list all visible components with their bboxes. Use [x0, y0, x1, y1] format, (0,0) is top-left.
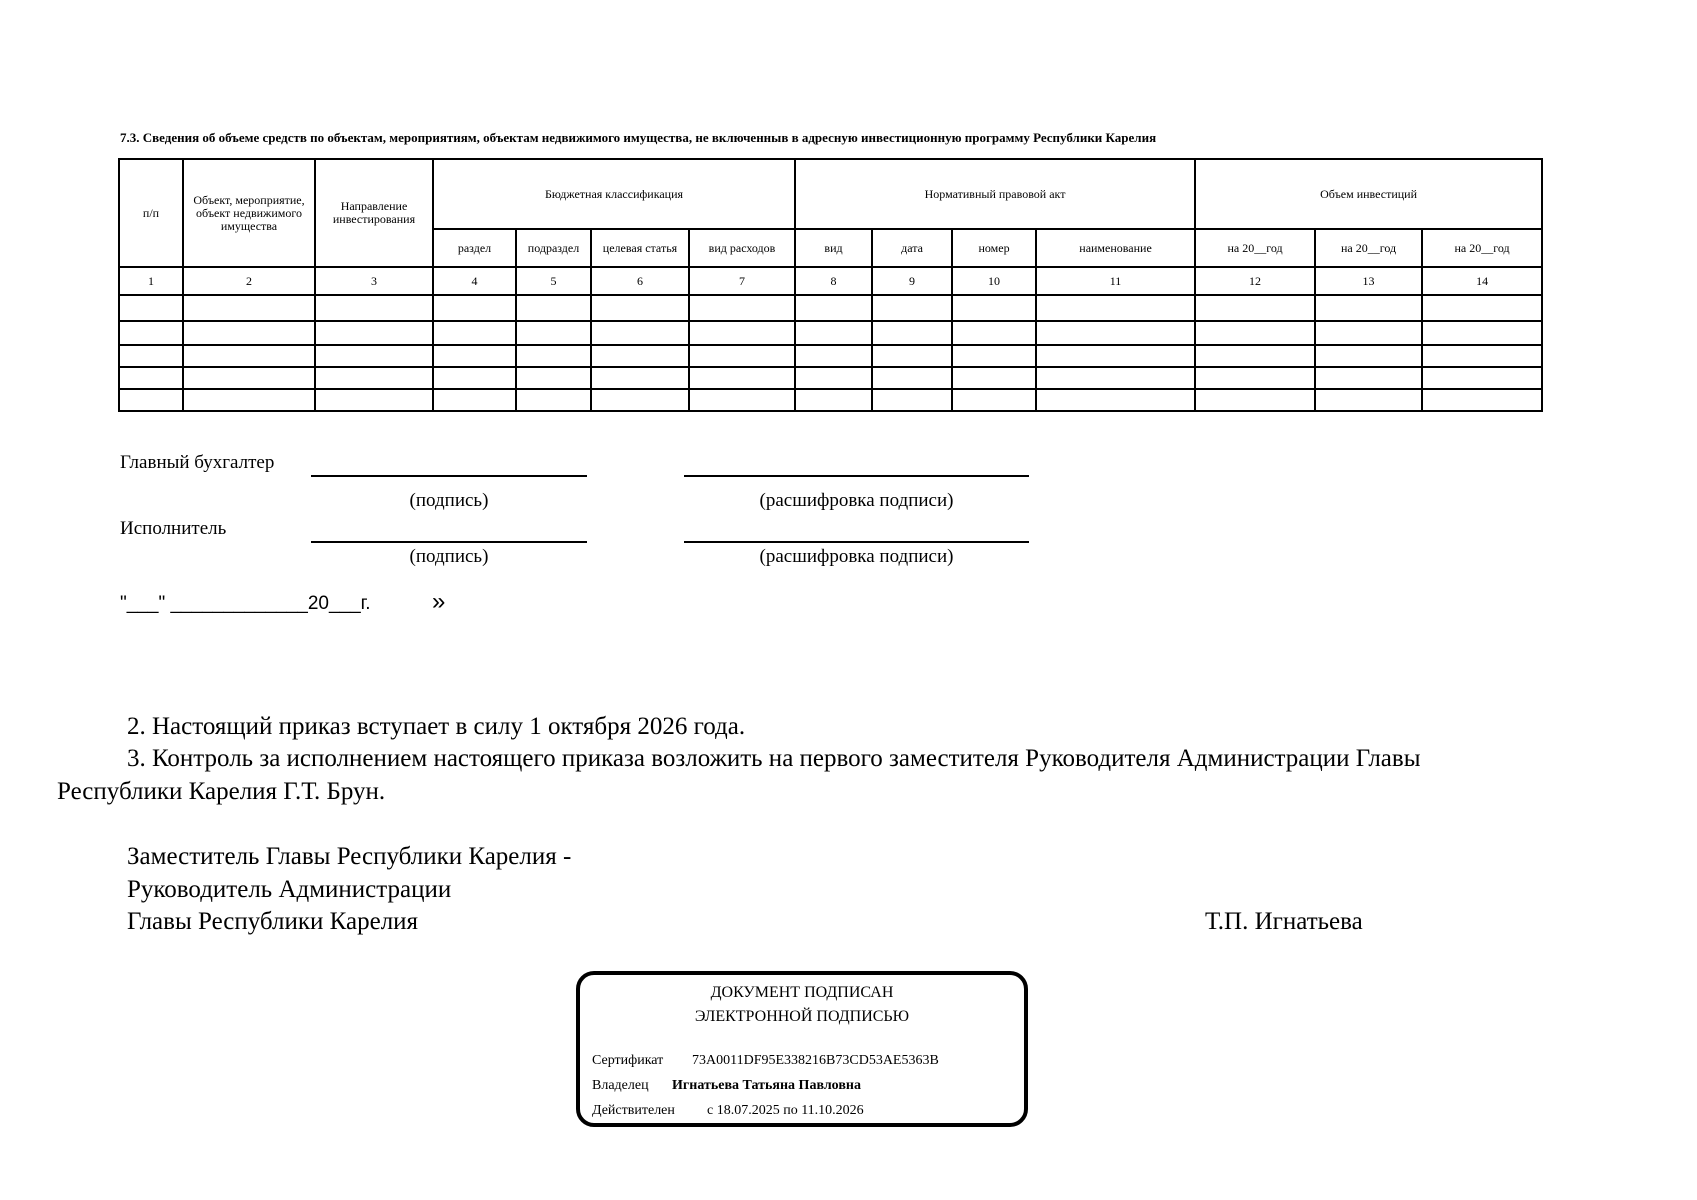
table-row — [119, 345, 1542, 367]
subheader-act-number: номер — [952, 229, 1036, 267]
subheader-act-name: наименование — [1036, 229, 1195, 267]
stamp-certificate-row — [592, 1053, 939, 1069]
signer-position-line-3: Главы Республики Карелия — [127, 908, 419, 935]
subheader-expense-type: вид расходов — [689, 229, 795, 267]
table-row — [119, 367, 1542, 389]
stamp-certificate-value: 73A0011DF95E338216B73CD53AE5363B — [692, 1053, 939, 1068]
col-number: 9 — [872, 267, 952, 295]
chief-accountant-label: Главный бухгалтер — [120, 452, 275, 473]
signer-name: Т.П. Игнатьева — [1205, 908, 1363, 935]
decoding-caption: (расшифровка подписи) — [759, 546, 954, 567]
col-number: 6 — [591, 267, 689, 295]
stamp-owner-label: Владелец — [592, 1078, 649, 1093]
header-row-top — [119, 159, 1542, 229]
electronic-signature-stamp — [576, 971, 1028, 1127]
subheader-target-article: целевая статья — [591, 229, 689, 267]
subheader-act-type: вид — [795, 229, 872, 267]
col-number: 11 — [1036, 267, 1195, 295]
stamp-certificate-label: Сертификат — [592, 1053, 664, 1068]
stamp-owner-row — [592, 1078, 861, 1094]
signer-position-line-2: Руководитель Администрации — [127, 876, 452, 903]
header-direction: Направление инвестирования — [315, 159, 433, 267]
subheader-year-3: на 20__год — [1422, 229, 1542, 267]
col-number: 3 — [315, 267, 433, 295]
subheader-section: раздел — [433, 229, 516, 267]
table-row — [119, 389, 1542, 411]
header-investment-volume: Объем инвестиций — [1195, 159, 1542, 229]
stamp-title-line-1: ДОКУМЕНТ ПОДПИСАН — [710, 984, 894, 1001]
subheader-year-2: на 20__год — [1315, 229, 1422, 267]
table-title: 7.3. Сведения об объеме средств по объектам, мероприятиям, объектам недвижимого имущества, не включенныв в адресную инвестиционную программу Республики Карелия — [120, 130, 1157, 145]
signature-caption: (подпись) — [409, 490, 489, 511]
signature-caption: (подпись) — [409, 546, 489, 567]
stamp-validity-row — [592, 1103, 864, 1119]
stamp-title-line-2: ЭЛЕКТРОННОЙ ПОДПИСЬЮ — [694, 1008, 910, 1025]
investment-table — [118, 158, 1543, 412]
stamp-validity-label: Действителен — [592, 1103, 675, 1118]
table-row — [119, 295, 1542, 321]
header-legal-act: Нормативный правовой акт — [795, 159, 1195, 229]
col-number: 14 — [1422, 267, 1542, 295]
date-line: "___" _____________20___г. — [120, 593, 371, 614]
chief-accountant-decoding-line — [684, 475, 1029, 477]
closing-quote: » — [432, 588, 446, 615]
col-number: 10 — [952, 267, 1036, 295]
signer-position-line-1: Заместитель Главы Республики Карелия - — [127, 843, 572, 870]
header-num: п/п — [119, 159, 183, 267]
column-number-row — [119, 267, 1542, 295]
stamp-owner-value: Игнатьева Татьяна Павловна — [672, 1078, 861, 1093]
col-number: 12 — [1195, 267, 1315, 295]
executor-label: Исполнитель — [120, 518, 227, 539]
order-paragraph-3: 3. Контроль за исполнением настоящего приказа возложить на первого заместителя Руководителя Администрации Главы — [127, 745, 1421, 772]
order-paragraph-3-continuation: Республики Карелия Г.Т. Брун. — [57, 778, 386, 805]
col-number: 13 — [1315, 267, 1422, 295]
header-object: Объект, мероприятие, объект недвижимого имущества — [183, 159, 315, 267]
subheader-act-date: дата — [872, 229, 952, 267]
col-number: 4 — [433, 267, 516, 295]
col-number: 8 — [795, 267, 872, 295]
col-number: 2 — [183, 267, 315, 295]
executor-signature-line — [311, 541, 587, 543]
executor-decoding-line — [684, 541, 1029, 543]
col-number: 5 — [516, 267, 591, 295]
stamp-validity-value: с 18.07.2025 по 11.10.2026 — [707, 1103, 864, 1118]
subheader-subsection: подраздел — [516, 229, 591, 267]
col-number: 1 — [119, 267, 183, 295]
table-row — [119, 321, 1542, 345]
col-number: 7 — [689, 267, 795, 295]
header-budget-classification: Бюджетная классификация — [433, 159, 795, 229]
order-paragraph-2: 2. Настоящий приказ вступает в силу 1 октября 2026 года. — [127, 713, 746, 740]
subheader-year-1: на 20__год — [1195, 229, 1315, 267]
decoding-caption: (расшифровка подписи) — [759, 490, 954, 511]
chief-accountant-signature-line — [311, 475, 587, 477]
